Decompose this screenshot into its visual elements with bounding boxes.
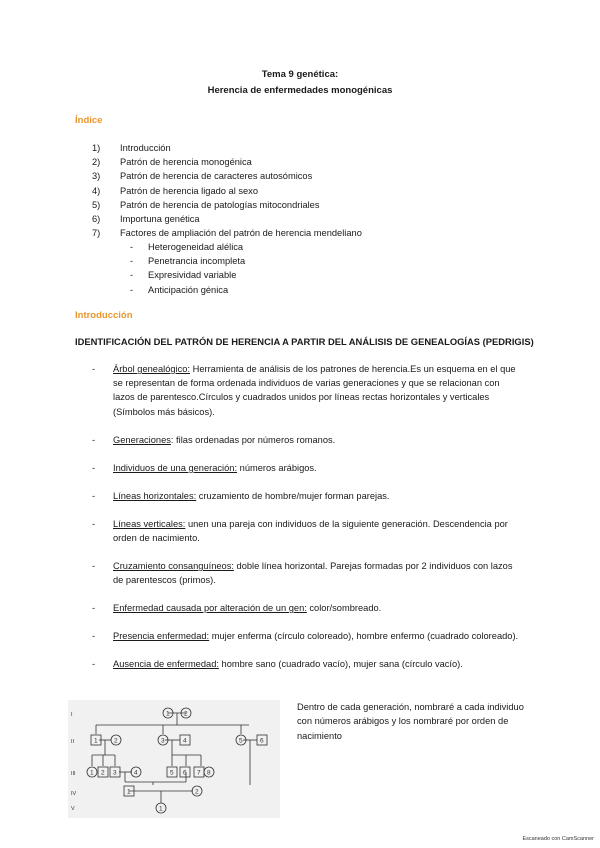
definition-text: números arábigos.: [237, 463, 317, 473]
index-item: 5) Patrón de herencia de patologías mitocondriales: [92, 199, 320, 210]
index-heading: Índice: [75, 115, 103, 126]
definition-item: - Cruzamiento consanguíneos: doble línea horizontal. Parejas formadas por 2 individuos con lazos de parentescos (primos).: [92, 561, 513, 586]
definition-item: - Enfermedad causada por alteración de un gen: color/sombreado.: [92, 603, 382, 613]
definition-text: Herramienta de análisis de los patrones de herencia.Es un esquema en el que se representan de forma ordenada individuos de varias generaciones y que se relacionan con lazos de parentesco.Círculos y cuadrados unidos por líneas rectas horizontales y verticales (Símbolos más básicos).: [113, 364, 516, 417]
svg-text:1: 1: [127, 788, 131, 796]
pedigree-individual: [156, 803, 166, 813]
pedigree-diagram: [68, 700, 280, 818]
index-subitem: - Anticipación génica: [130, 284, 229, 295]
svg-text:7: 7: [197, 769, 201, 777]
definition-item: - Generaciones: filas ordenadas por números romanos.: [92, 435, 336, 445]
definition-term: Presencia enfermedad:: [113, 631, 210, 641]
definition-item: - Árbol genealógico: Herramienta de análisis de los patrones de herencia.Es un esquema en el que se representan de forma ordenada individuos de varias generaciones y que se relacionan con lazos de parentesco.Círculos y cuadrados unidos por líneas rectas horizontales y verticales (Símbolos más básicos).: [92, 364, 516, 417]
index-list: [92, 141, 362, 240]
index-item: 1) Introducción: [92, 143, 171, 153]
svg-text:6: 6: [183, 769, 187, 777]
pedigree-individual: [87, 767, 97, 777]
svg-text:5: 5: [239, 737, 243, 745]
definition-text: hombre sano (cuadrado vacío), mujer sana (círculo vacío).: [218, 659, 463, 669]
definition-term: Ausencia de enfermedad:: [113, 659, 219, 669]
svg-text:2: 2: [101, 769, 105, 777]
index-item: 2) Patrón de herencia monogénica: [92, 157, 252, 168]
definition-term: Líneas verticales:: [113, 519, 186, 529]
pedigree-individual: [131, 767, 141, 777]
title-line-2: Herencia de enfermedades monogénicas: [207, 85, 393, 96]
section-subheading: IDENTIFICACIÓN DEL PATRÓN DE HERENCIA A PARTIR DEL ANÁLISIS DE GENEALOGÍAS (PEDRIGIS): [75, 336, 534, 347]
svg-text:1: 1: [90, 769, 94, 777]
definition-text: cruzamiento de hombre/mujer forman parejas.: [196, 491, 390, 501]
svg-text:2: 2: [114, 737, 118, 745]
generation-label: I: [71, 712, 73, 718]
svg-text:2: 2: [184, 710, 188, 718]
index-item: 7) Factores de ampliación del patrón de herencia mendeliano: [92, 228, 362, 239]
pedigree-individual: [257, 735, 267, 745]
pedigree-individual: [111, 735, 121, 745]
index-subitem: - Penetrancia incompleta: [130, 256, 246, 267]
svg-text:4: 4: [183, 737, 187, 745]
definition-item: - Líneas horizontales: cruzamiento de hombre/mujer forman parejas.: [92, 491, 390, 501]
generation-label: III: [71, 771, 76, 777]
pedigree-individual: [192, 786, 202, 796]
scanner-watermark: Escaneado con CamScanner: [522, 836, 594, 842]
svg-text:2: 2: [195, 788, 199, 796]
pedigree-individual: [167, 767, 177, 777]
definition-text: doble línea horizontal. Parejas formadas por 2 individuos con lazos de parentescos (primos).: [113, 561, 513, 586]
intro-heading: Introducción: [75, 310, 133, 321]
definition-term: Líneas horizontales:: [113, 491, 197, 501]
pedigree-individual: [180, 767, 190, 777]
generation-label: II: [71, 739, 75, 745]
generation-label: IV: [71, 791, 77, 797]
definition-text: mujer enferma (círculo coloreado), hombre enfermo (cuadrado coloreado).: [209, 631, 519, 641]
definition-term: Enfermedad causada por alteración de un gen:: [113, 603, 307, 613]
generation-label: V: [71, 806, 75, 812]
definition-text: unen una pareja con individuos de la siguiente generación. Descendencia por orden de nacimiento.: [113, 519, 508, 544]
svg-text:8: 8: [207, 769, 211, 777]
svg-text:1: 1: [159, 805, 163, 813]
definition-term: Generaciones: [113, 435, 171, 445]
index-item: 3) Patrón de herencia de caracteres autosómicos: [92, 171, 313, 182]
pedigree-lines: [92, 710, 257, 803]
svg-text:4: 4: [134, 769, 138, 777]
definition-text: color/sombreado.: [306, 603, 382, 613]
svg-text:1: 1: [166, 710, 170, 718]
definition-text: : filas ordenadas por números romanos.: [170, 435, 336, 445]
pedigree-individual: [204, 767, 214, 777]
index-item: 6) Importuna genética: [92, 214, 200, 225]
pedigree-individual: [110, 767, 120, 777]
index-subitem: - Expresividad variable: [130, 270, 237, 281]
side-note: Dentro de cada generación, nombraré a cada individuo con números arábigos y los nombraré por orden de nacimiento: [297, 702, 524, 741]
pedigree-individual: [180, 735, 190, 745]
definition-item: - Presencia enfermedad: mujer enferma (círculo coloreado), hombre enfermo (cuadrado coloreado).: [92, 631, 519, 641]
svg-text:5: 5: [170, 769, 174, 777]
index-item: 4) Patrón de herencia ligado al sexo: [92, 185, 258, 196]
svg-text:6: 6: [260, 737, 264, 745]
definition-term: Individuos de una generación:: [113, 463, 238, 473]
definition-item: - Ausencia de enfermedad: hombre sano (cuadrado vacío), mujer sana (círculo vacío).: [92, 659, 463, 669]
svg-text:3: 3: [113, 769, 117, 777]
definition-item: - Individuos de una generación: números arábigos.: [92, 463, 317, 473]
svg-text:1: 1: [94, 737, 98, 745]
definition-item: - Líneas verticales: unen una pareja con individuos de la siguiente generación. Descendencia por orden de nacimiento.: [92, 519, 508, 544]
definition-term: Árbol genealógico:: [113, 364, 191, 374]
svg-text:3: 3: [161, 737, 165, 745]
definition-term: Cruzamiento consanguíneos:: [113, 561, 234, 571]
index-sublist: [130, 240, 245, 297]
index-subitem: - Heterogeneidad alélica: [130, 242, 244, 252]
pedigree-individual: [98, 767, 108, 777]
pedigree-individual: [194, 767, 204, 777]
title-line-1: Tema 9 genética:: [261, 69, 339, 80]
